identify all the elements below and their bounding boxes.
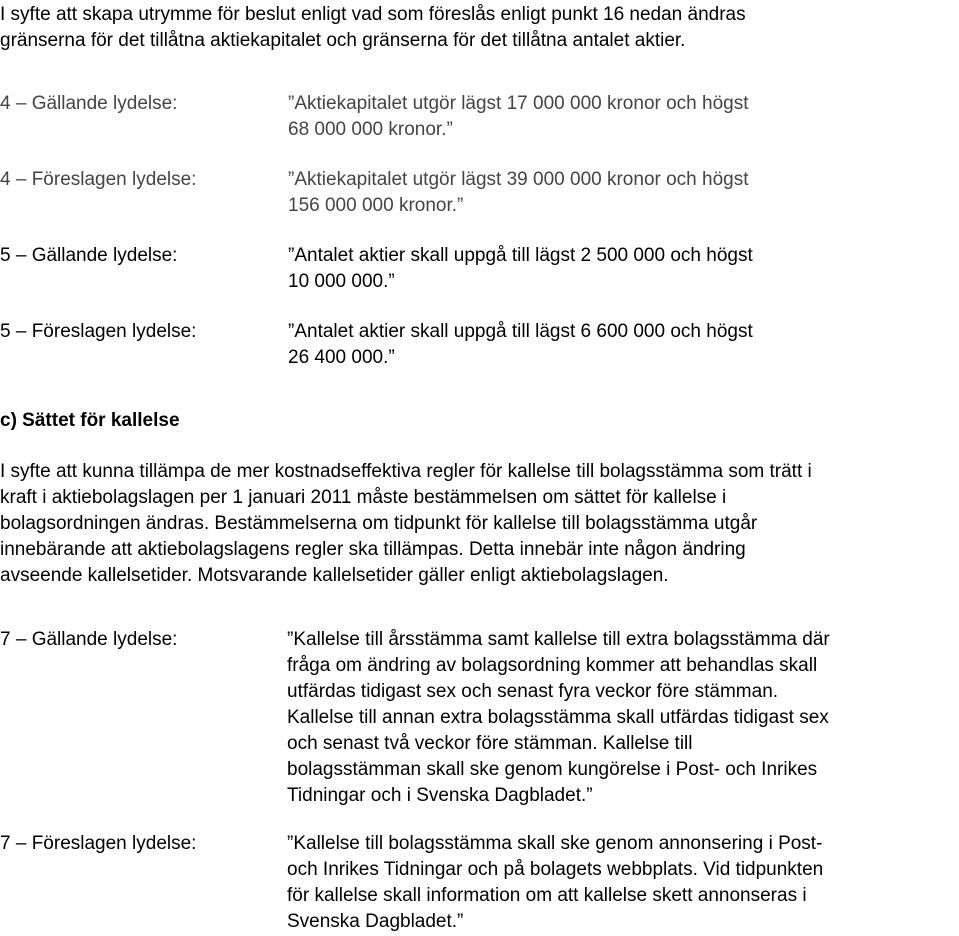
amendment-line: ”Aktiekapitalet utgör lägst 39 000 000 kronor och högst: [288, 169, 749, 190]
amendment-line: ”Antalet aktier skall uppgå till lägst 2 500 000 och högst: [288, 245, 753, 266]
amendment-label: 7 – Föreslagen lydelse:: [0, 833, 197, 854]
amendment-line: ”Aktiekapitalet utgör lägst 17 000 000 kronor och högst: [288, 93, 749, 114]
intro-line: gränserna för det tillåtna aktiekapitalet och gränserna för det tillåtna antalet aktier.: [0, 30, 686, 51]
amendment-label: 5 – Gällande lydelse:: [0, 245, 178, 266]
amendment-text: [288, 319, 753, 371]
amendment-line: 156 000 000 kronor.”: [288, 195, 464, 216]
amendment-label: 7 – Gällande lydelse:: [0, 629, 178, 650]
amendment-label: 4 – Föreslagen lydelse:: [0, 169, 197, 190]
amendment-line: och senast två veckor före stämman. Kallelse till: [287, 733, 693, 754]
amendment-line: bolagsstämman skall ske genom kungörelse i Post- och Inrikes: [287, 759, 818, 780]
amendment-text: [288, 243, 753, 295]
amendment-line: 68 000 000 kronor.”: [288, 119, 453, 140]
amendment-line: 26 400 000.”: [288, 347, 395, 368]
intro-paragraph: [0, 2, 959, 54]
paragraph-line: innebärande att aktiebolagslagens regler ska tillämpas. Detta innebär inte någon ändring: [0, 539, 746, 560]
paragraph-line: kraft i aktiebolagslagen per 1 januari 2011 måste bestämmelsen om sättet för kallelse i: [0, 487, 727, 508]
amendment-text: [287, 831, 823, 935]
amendment-line: ”Kallelse till bolagsstämma skall ske genom annonsering i Post-: [287, 833, 823, 854]
paragraph-line: bolagsordningen ändras. Bestämmelserna om tidpunkt för kallelse till bolagsstämma utgår: [0, 513, 758, 534]
section-heading: c) Sättet för kallelse: [0, 410, 180, 431]
amendment-label: 5 – Föreslagen lydelse:: [0, 321, 197, 342]
paragraph-line: avseende kallelsetider. Motsvarande kallelsetider gäller enligt aktiebolagslagen.: [0, 565, 669, 586]
amendment-line: ”Kallelse till årsstämma samt kallelse till extra bolagsstämma där: [287, 629, 830, 650]
amendment-text: [288, 167, 749, 219]
amendment-line: Svenska Dagbladet.”: [287, 911, 464, 932]
paragraph-line: I syfte att kunna tillämpa de mer kostnadseffektiva regler för kallelse till bolagsstämma som trätt i: [0, 461, 812, 482]
amendment-line: Tidningar och i Svenska Dagbladet.”: [287, 785, 593, 806]
amendment-text: [287, 627, 830, 809]
amendment-label: 4 – Gällande lydelse:: [0, 93, 178, 114]
amendment-line: för kallelse skall information om att kallelse skett annonseras i: [287, 885, 807, 906]
amendment-line: Kallelse till annan extra bolagsstämma skall utfärdas tidigast sex: [287, 707, 829, 728]
amendment-line: utfärdas tidigast sex och senast fyra veckor före stämman.: [287, 681, 779, 702]
amendment-line: och Inrikes Tidningar och på bolagets webbplats. Vid tidpunkten: [287, 859, 824, 880]
intro-line: I syfte att skapa utrymme för beslut enligt vad som föreslås enligt punkt 16 nedan ändras: [0, 4, 746, 25]
amendment-text: [288, 91, 749, 143]
amendment-line: ”Antalet aktier skall uppgå till lägst 6 600 000 och högst: [288, 321, 753, 342]
amendment-line: 10 000 000.”: [288, 271, 395, 292]
section-paragraph: [0, 459, 959, 589]
amendment-line: fråga om ändring av bolagsordning kommer att behandlas skall: [287, 655, 818, 676]
